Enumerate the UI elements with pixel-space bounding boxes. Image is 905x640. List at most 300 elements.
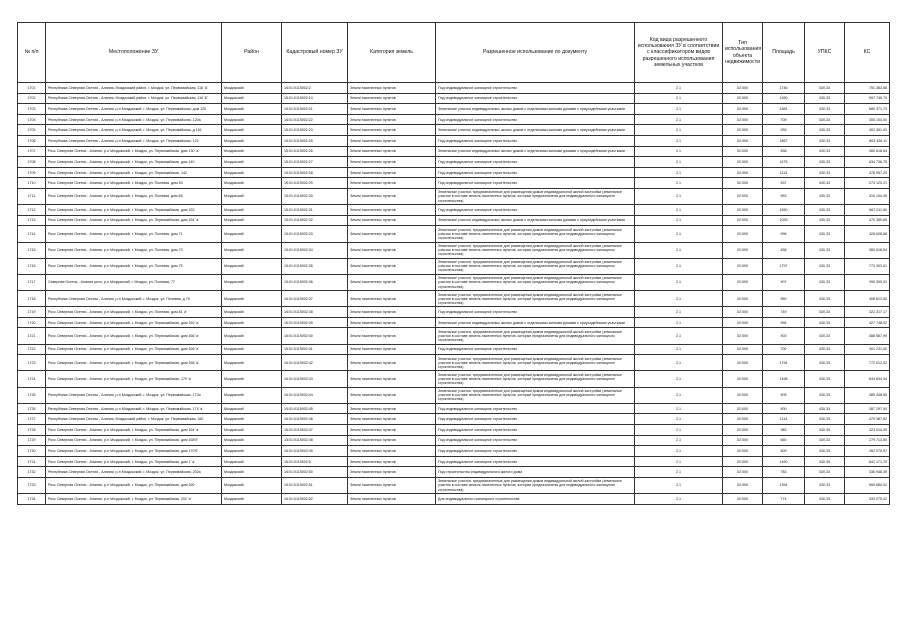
table-row <box>18 414 890 425</box>
cell-num: 1702 <box>18 93 46 104</box>
cell-location: Республика Северная Осетия - Алания, Моздокский район, г. Моздок, ул. Первомайская, 116 'Б' <box>46 93 222 104</box>
cell-upks: 430,33 <box>805 226 845 242</box>
cell-region: Моздокский <box>222 424 282 435</box>
cell-use-code: 2.1 <box>635 344 723 355</box>
header-ks: КС <box>845 23 890 83</box>
cell-object-type: 02:000 <box>723 344 763 355</box>
cell-cadastral: 15:01:0119002:31 <box>282 205 348 216</box>
cell-num: 1706 <box>18 135 46 146</box>
cell-num: 1701 <box>18 83 46 94</box>
cell-region: Моздокский <box>222 178 282 189</box>
cell-area: 996 <box>763 226 805 242</box>
cell-upks: 430,33 <box>805 125 845 136</box>
cell-cadastral: 15:01:0119002:35 <box>282 258 348 274</box>
cell-use-code: 2.1 <box>635 317 723 328</box>
cell-region: Моздокский <box>222 467 282 478</box>
cell-use-code: 2.1 <box>635 403 723 414</box>
cell-area: 1794 <box>763 355 805 371</box>
cell-upks: 430,33 <box>805 114 845 125</box>
cell-location: Росс Северная Осетия - Алания, р-н Моздокский, г. Моздок, ул. Первомайская, дом 1 'а' <box>46 456 222 467</box>
cell-upks: 430,33 <box>805 328 845 344</box>
cell-ks: 597 745,70 <box>845 93 890 104</box>
cell-category: Земли населенных пунктов <box>348 226 436 242</box>
cell-cadastral: 15:01:0119002:5 <box>282 456 348 467</box>
cell-object-type: 02:000 <box>723 226 763 242</box>
cell-ks: 634 736,75 <box>845 157 890 168</box>
cell-num: 1717 <box>18 274 46 290</box>
cell-ks: 644 634,34 <box>845 371 890 387</box>
table-row <box>18 424 890 435</box>
cell-use-code: 2.1 <box>635 477 723 493</box>
cell-ks: 410 104,49 <box>845 188 890 204</box>
document-sheet <box>17 22 889 505</box>
cell-ks: 360 616,54 <box>845 146 890 157</box>
cell-use-code: 2.1 <box>635 446 723 457</box>
cell-object-type: 02:000 <box>723 93 763 104</box>
cell-ks: 478 957,29 <box>845 167 890 178</box>
cell-use-code: 2.1 <box>635 387 723 403</box>
cell-region: Моздокский <box>222 317 282 328</box>
cell-ks: 360 616,54 <box>845 242 890 258</box>
cell-ks: 408 813,50 <box>845 291 890 307</box>
cell-area: 1394 <box>763 477 805 493</box>
cell-ks: 402 351,93 <box>845 125 890 136</box>
table-row <box>18 467 890 478</box>
cell-region: Моздокский <box>222 167 282 178</box>
cell-num: 1715 <box>18 242 46 258</box>
cell-area: 838 <box>763 242 805 258</box>
cell-location: Республика Северная Осетия - Алания, Моздокский район, г. Моздок, ул. Первомайская, 116 'А' <box>46 83 222 94</box>
cell-object-type: 02:000 <box>723 83 763 94</box>
cell-num: 1711 <box>18 188 46 204</box>
cell-location: Росс Северная Осетия - Алания, р-н Моздокский, г. Моздок, ул. Полевая, дом 65 <box>46 188 222 204</box>
table-row <box>18 387 890 403</box>
cell-category: Земли населенных пунктов <box>348 104 436 115</box>
cell-upks: 430,33 <box>805 403 845 414</box>
cell-location: Росс Северная Осетия - Алания, р-н Моздокский, г. Моздок, ул. Первомайская, дом 164 'а' <box>46 424 222 435</box>
cell-num: 1727 <box>18 414 46 425</box>
cell-permitted-use: Земельные участки, предназначенные для размещения домов индивидуальной жилой застройки (земельные участки в составе земель населенных пунктов, которые предназначены для индивидуального жилищного строительства) <box>436 387 635 403</box>
cell-location: Республика Северная Осетия - Алания, р-н Моздокский, г. Моздок, ул. Первомайская, дом 120 <box>46 104 222 115</box>
table-row <box>18 215 890 226</box>
cell-region: Моздокский <box>222 125 282 136</box>
cell-cadastral: 15:01:0119002:2 <box>282 83 348 94</box>
cell-permitted-use: Под индивидуальное жилищное строительство <box>436 93 635 104</box>
cell-ks: 387 297,00 <box>845 403 890 414</box>
cell-cadastral: 15:01:0119002:27 <box>282 157 348 168</box>
cell-use-code: 2.1 <box>635 226 723 242</box>
cell-ks: 470 350,69 <box>845 215 890 226</box>
cell-location: Республика Северная Осетия - Алания, Моздокский район, г. Моздок, ул. Первомайская, 160 <box>46 414 222 425</box>
table-row <box>18 188 890 204</box>
table-row <box>18 93 890 104</box>
cell-object-type: 02:000 <box>723 414 763 425</box>
cell-category: Земли населенных пунктов <box>348 371 436 387</box>
cell-category: Земли населенных пунктов <box>348 178 436 189</box>
cell-category: Земли населенных пунктов <box>348 114 436 125</box>
table-row <box>18 355 890 371</box>
cell-cadastral: 15:01:0119002:32 <box>282 215 348 226</box>
cell-num: 1718 <box>18 291 46 307</box>
cell-cadastral: 15:01:0119002:51 <box>282 477 348 493</box>
cell-area: 983 <box>763 424 805 435</box>
cell-region: Моздокский <box>222 114 282 125</box>
cell-permitted-use: Земельные участки индивидуальных жилых домов с отдельными жилыми домами с приусадебными участками <box>436 317 635 328</box>
cell-object-type: 02:000 <box>723 371 763 387</box>
cell-location: Росс Северная Осетия - Алания, р-н Моздокский, г. Моздок, ул. Первомайская, дом 168'б' <box>46 435 222 446</box>
cell-category: Земли населенных пунктов <box>348 167 436 178</box>
cell-use-code: 2.1 <box>635 93 723 104</box>
cell-area: 650 <box>763 435 805 446</box>
cell-region: Моздокский <box>222 226 282 242</box>
cell-category: Земли населенных пунктов <box>348 83 436 94</box>
cell-ks: 279 714,50 <box>845 435 890 446</box>
cell-use-code: 2.1 <box>635 167 723 178</box>
cell-upks: 430,33 <box>805 93 845 104</box>
cell-use-code: 2.1 <box>635 424 723 435</box>
cell-category: Земли населенных пунктов <box>348 477 436 493</box>
cell-location: Росс Северная Осетия - Алания, р-н Моздокский, г. Моздок, ул. Полевая, дом 73 <box>46 242 222 258</box>
cell-region: Моздокский <box>222 371 282 387</box>
cell-category: Земли населенных пунктов <box>348 291 436 307</box>
cell-area: 609 <box>763 446 805 457</box>
cell-num: 1732 <box>18 467 46 478</box>
cell-num: 1724 <box>18 371 46 387</box>
cell-region: Моздокский <box>222 446 282 457</box>
cell-region: Моздокский <box>222 258 282 274</box>
cell-upks: 430,33 <box>805 157 845 168</box>
cell-upks: 430,33 <box>805 424 845 435</box>
cell-cadastral: 15:01:0119002:29 <box>282 178 348 189</box>
cell-cadastral: 15:01:0119002:28 <box>282 167 348 178</box>
cell-ks: 428 608,68 <box>845 226 890 242</box>
cell-object-type: 02:000 <box>723 387 763 403</box>
cell-area: 1550 <box>763 205 805 216</box>
table-row <box>18 317 890 328</box>
cell-category: Земли населенных пунктов <box>348 215 436 226</box>
cell-area: 838 <box>763 146 805 157</box>
cell-area: 994 <box>763 317 805 328</box>
cell-category: Земли населенных пунктов <box>348 328 436 344</box>
table-row <box>18 157 890 168</box>
cell-use-code: 2.1 <box>635 157 723 168</box>
cell-region: Моздокский <box>222 157 282 168</box>
cell-area: 774 <box>763 494 805 505</box>
cell-location: Северная Осетия - Алания респ, р-н Моздокский, г. Моздок, ул. Полевая, 77 <box>46 274 222 290</box>
cell-location: Республика Северная Осетия - Алания, р-н Моздокский, г. Моздок, ул. Первомайская, 172а <box>46 387 222 403</box>
cell-object-type: 02:000 <box>723 242 763 258</box>
cell-use-code: 2.1 <box>635 274 723 290</box>
cell-permitted-use: Земельные участки, предназначенные для размещения домов индивидуальной жилой застройки (земельные участки в составе земель населенных пунктов, которые предназначены для индивидуального жилищного строительства) <box>436 226 635 242</box>
cell-cadastral: 15:01:0119002:45 <box>282 403 348 414</box>
cell-upks: 430,33 <box>805 104 845 115</box>
cell-num: 1712 <box>18 205 46 216</box>
cell-object-type: 02:000 <box>723 178 763 189</box>
cell-cadastral: 15:01:0119002:36 <box>282 274 348 290</box>
table-row <box>18 83 890 94</box>
cell-use-code: 2.1 <box>635 188 723 204</box>
cell-category: Земли населенных пунктов <box>348 157 436 168</box>
cell-use-code: 2.1 <box>635 355 723 371</box>
table-row <box>18 178 890 189</box>
cell-category: Земли населенных пунктов <box>348 344 436 355</box>
cell-num: 1722 <box>18 344 46 355</box>
cell-object-type: 02:000 <box>723 456 763 467</box>
cell-area: 1093 <box>763 215 805 226</box>
cell-cadastral: 15:01:0119002:37 <box>282 291 348 307</box>
cell-permitted-use: Под индивидуальное жилищное строительство <box>436 114 635 125</box>
cell-category: Земли населенных пунктов <box>348 205 436 216</box>
cell-num: 1713 <box>18 215 46 226</box>
cell-ks: 274 120,21 <box>845 178 890 189</box>
table-row <box>18 494 890 505</box>
cell-cadastral: 15:01:0119002:41 <box>282 344 348 355</box>
cell-use-code: 2.1 <box>635 328 723 344</box>
cell-use-code: 2.1 <box>635 435 723 446</box>
cell-upks: 430,33 <box>805 414 845 425</box>
cell-area: 637 <box>763 178 805 189</box>
header-permitted-use: Разрешенное использование по документу <box>436 23 635 83</box>
cell-cadastral: 15:01:0119002:48 <box>282 435 348 446</box>
cell-area: 900 <box>763 403 805 414</box>
table-row <box>18 274 890 290</box>
cell-ks: 301 231,00 <box>845 344 890 355</box>
cell-category: Земли населенных пунктов <box>348 387 436 403</box>
cell-upks: 430,33 <box>805 456 845 467</box>
cell-cadastral: 15:01:0119002:50 <box>282 467 348 478</box>
table-row <box>18 371 890 387</box>
cell-permitted-use: Под индивидуальное жилищное строительство <box>436 83 635 94</box>
cell-num: 1720 <box>18 317 46 328</box>
cell-ks: 388 587,99 <box>845 328 890 344</box>
cell-permitted-use: Под индивидуальное жилищное строительство <box>436 446 635 457</box>
cell-object-type: 02:000 <box>723 157 763 168</box>
cell-permitted-use: Земельные участки, предназначенные для размещения домов индивидуальной жилой застройки (земельные участки в составе земель населенных пунктов, которые предназначены для индивидуального жилищного строительства) <box>436 371 635 387</box>
cell-region: Моздокский <box>222 477 282 493</box>
cell-region: Моздокский <box>222 215 282 226</box>
cell-area: 950 <box>763 291 805 307</box>
cell-cadastral: 15:01:0119002:47 <box>282 424 348 435</box>
cell-category: Земли населенных пунктов <box>348 403 436 414</box>
cell-region: Моздокский <box>222 414 282 425</box>
cell-cadastral: 15:01:0119002:42 <box>282 355 348 371</box>
cell-ks: 803 426,11 <box>845 135 890 146</box>
cell-location: Республика Северная Осетия - Алания, р-н Моздокский, г. Моздок, ул. Первомайская, 122 <box>46 135 222 146</box>
cell-location: Росс Северная Осетия - Алания, р-н Моздокский, г. Моздок, ул. Полевая, дом 81 'а' <box>46 307 222 318</box>
cell-cadastral: 15:01:0119002:26 <box>282 146 348 157</box>
cell-category: Земли населенных пунктов <box>348 258 436 274</box>
table-row <box>18 328 890 344</box>
cell-area: 1114 <box>763 414 805 425</box>
cell-upks: 430,33 <box>805 178 845 189</box>
cell-region: Моздокский <box>222 205 282 216</box>
cell-location: Росс Северная Осетия - Алания, р-н Моздокский, г. Моздок, ул. Первомайская, дом 140 <box>46 157 222 168</box>
cell-num: 1733 <box>18 477 46 493</box>
cell-object-type: 02:000 <box>723 125 763 136</box>
cell-region: Моздокский <box>222 104 282 115</box>
cell-category: Земли населенных пунктов <box>348 242 436 258</box>
cell-num: 1704 <box>18 114 46 125</box>
cell-object-type: 02:000 <box>723 477 763 493</box>
header-cadastral: Кадастровый номер ЗУ <box>282 23 348 83</box>
table-row <box>18 291 890 307</box>
cell-use-code: 2.1 <box>635 414 723 425</box>
cell-area: 907 <box>763 274 805 290</box>
cell-cadastral: 15:01:0119002:39 <box>282 317 348 328</box>
cell-use-code: 2.1 <box>635 242 723 258</box>
cell-object-type: 02:000 <box>723 424 763 435</box>
cell-upks: 430,33 <box>805 307 845 318</box>
cell-category: Земли населенных пунктов <box>348 355 436 371</box>
cell-upks: 430,33 <box>805 167 845 178</box>
cell-num: 1705 <box>18 125 46 136</box>
cell-use-code: 2.1 <box>635 205 723 216</box>
cell-upks: 430,33 <box>805 344 845 355</box>
cell-ks: 479 387,62 <box>845 414 890 425</box>
cell-area: 935 <box>763 125 805 136</box>
cell-permitted-use: Под индивидуальное жилищное строительство <box>436 456 635 467</box>
cell-cadastral: 15:01:0119002:10 <box>282 93 348 104</box>
cell-location: Росс Северная Осетия - Алания, р-н Моздокский, г. Моздок, ул. Первомайская, дом 168 'а' <box>46 355 222 371</box>
cell-permitted-use: Земельные участки индивидуальных жилых домов с отдельными жилыми домами с приусадебными участками <box>436 146 635 157</box>
header-category: Категория земель <box>348 23 436 83</box>
cell-upks: 430,33 <box>805 146 845 157</box>
cell-ks: 641 171,70 <box>845 456 890 467</box>
cell-num: 1716 <box>18 258 46 274</box>
cell-area: 903 <box>763 328 805 344</box>
cell-object-type: 02:000 <box>723 274 763 290</box>
cell-upks: 430,33 <box>805 371 845 387</box>
cell-use-code: 2.1 <box>635 467 723 478</box>
table-row <box>18 307 890 318</box>
land-plots-table <box>17 22 890 505</box>
table-row <box>18 403 890 414</box>
cell-object-type: 02:000 <box>723 215 763 226</box>
cell-upks: 430,33 <box>805 215 845 226</box>
cell-region: Моздокский <box>222 93 282 104</box>
cell-upks: 430,33 <box>805 446 845 457</box>
header-num: № п/п <box>18 23 46 83</box>
cell-use-code: 2.1 <box>635 146 723 157</box>
cell-object-type: 02:000 <box>723 307 763 318</box>
cell-upks: 430,33 <box>805 494 845 505</box>
cell-object-type: 02:000 <box>723 104 763 115</box>
cell-use-code: 2.1 <box>635 125 723 136</box>
cell-area: 1390 <box>763 93 805 104</box>
cell-area: 1490 <box>763 456 805 467</box>
cell-location: Республика Северная Осетия - Алания, р-н Моздокский, г. Моздок, ул. Первомайская, 120а <box>46 114 222 125</box>
cell-permitted-use: Под индивидуальное жилищное строительство <box>436 435 635 446</box>
cell-permitted-use: Под индивидуальное жилищное строительство <box>436 205 635 216</box>
cell-area: 905 <box>763 387 805 403</box>
cell-region: Моздокский <box>222 355 282 371</box>
cell-region: Моздокский <box>222 242 282 258</box>
cell-permitted-use: Под индивидуальное жилищное строительство <box>436 403 635 414</box>
cell-location: Росс Северная Осетия - Алания, р-н Моздокский, г. Моздок, ул. Первомайская, дом 166 'а' <box>46 344 222 355</box>
cell-upks: 430,33 <box>805 291 845 307</box>
cell-num: 1714 <box>18 226 46 242</box>
cell-location: Росс Северная Осетия - Алания, р-н Моздокский, г. Моздок, ул. Полевая, дом 75 <box>46 258 222 274</box>
cell-category: Земли населенных пунктов <box>348 424 436 435</box>
cell-use-code: 2.1 <box>635 371 723 387</box>
cell-cadastral: 15:01:0119002:44 <box>282 387 348 403</box>
cell-object-type: 02:000 <box>723 167 763 178</box>
cell-permitted-use: Под строительство индивидуального жилого дома <box>436 467 635 478</box>
cell-area: 1867 <box>763 135 805 146</box>
cell-permitted-use: Под индивидуальное жилищное строительство <box>436 344 635 355</box>
cell-region: Моздокский <box>222 274 282 290</box>
cell-ks: 423 014,39 <box>845 424 890 435</box>
cell-area: 1746 <box>763 83 805 94</box>
cell-use-code: 2.1 <box>635 135 723 146</box>
cell-use-code: 2.1 <box>635 215 723 226</box>
cell-object-type: 02:000 <box>723 258 763 274</box>
cell-num: 1729 <box>18 435 46 446</box>
table-row <box>18 446 890 457</box>
table-row <box>18 242 890 258</box>
cell-category: Земли населенных пунктов <box>348 307 436 318</box>
cell-num: 1710 <box>18 178 46 189</box>
cell-cadastral: 15:01:0119002:25 <box>282 135 348 146</box>
cell-permitted-use: Земельные участки, предназначенные для размещения домов индивидуальной жилой застройки (земельные участки в составе земель населенных пунктов, которые предназначены для индивидуального жилищного строительства) <box>436 477 635 493</box>
cell-cadastral: 15:01:0119002:21 <box>282 104 348 115</box>
cell-ks: 322 317,17 <box>845 307 890 318</box>
cell-num: 1723 <box>18 355 46 371</box>
header-location: Местоположение ЗУ <box>46 23 222 83</box>
cell-area: 1797 <box>763 258 805 274</box>
cell-use-code: 2.1 <box>635 258 723 274</box>
cell-object-type: 02:000 <box>723 146 763 157</box>
cell-cadastral: 15:01:0119002:33 <box>282 226 348 242</box>
table-row <box>18 477 890 493</box>
cell-ks: 427 748,02 <box>845 317 890 328</box>
cell-upks: 430,33 <box>805 355 845 371</box>
header-row <box>18 23 890 83</box>
cell-permitted-use: Под индивидуальное жилищное строительство <box>436 414 635 425</box>
cell-num: 1731 <box>18 456 46 467</box>
cell-num: 1725 <box>18 387 46 403</box>
header-region: Район <box>222 23 282 83</box>
cell-cadastral: 15:01:0119002:49 <box>282 446 348 457</box>
cell-ks: 751 363,68 <box>845 83 890 94</box>
cell-num: 1709 <box>18 167 46 178</box>
cell-object-type: 02:000 <box>723 328 763 344</box>
cell-permitted-use: Земельные участки, предназначенные для размещения домов индивидуальной жилой застройки (земельные участки в составе земель населенных пунктов, которые предназначены для индивидуального жилищного строительства) <box>436 291 635 307</box>
cell-cadastral: 15:01:0119002:46 <box>282 414 348 425</box>
cell-num: 1708 <box>18 157 46 168</box>
cell-num: 1719 <box>18 307 46 318</box>
cell-region: Моздокский <box>222 135 282 146</box>
table-row <box>18 104 890 115</box>
cell-upks: 430,33 <box>805 83 845 94</box>
cell-upks: 430,33 <box>805 135 845 146</box>
table-row <box>18 205 890 216</box>
cell-upks: 430,33 <box>805 258 845 274</box>
cell-location: Республика Северная Осетия - Алания, р-н Моздокский, г. Моздок, ул. Первомайская, 174 'а' <box>46 403 222 414</box>
cell-ks: 680 371,73 <box>845 104 890 115</box>
cell-category: Земли населенных пунктов <box>348 435 436 446</box>
cell-object-type: 02:000 <box>723 435 763 446</box>
cell-permitted-use: Земельные участки, предназначенные для размещения домов индивидуальной жилой застройки (земельные участки в составе земель населенных пунктов, которые предназначены для индивидуального жилищного строительства) <box>436 274 635 290</box>
cell-upks: 430,33 <box>805 242 845 258</box>
cell-ks: 773 303,01 <box>845 258 890 274</box>
cell-cadastral: 15:01:0119002:34 <box>282 242 348 258</box>
cell-category: Земли населенных пунктов <box>348 93 436 104</box>
cell-area: 953 <box>763 188 805 204</box>
header-upks: УПКС <box>805 23 845 83</box>
cell-permitted-use: Под индивидуальное жилищное строительство <box>436 178 635 189</box>
cell-object-type: 02:000 <box>723 446 763 457</box>
